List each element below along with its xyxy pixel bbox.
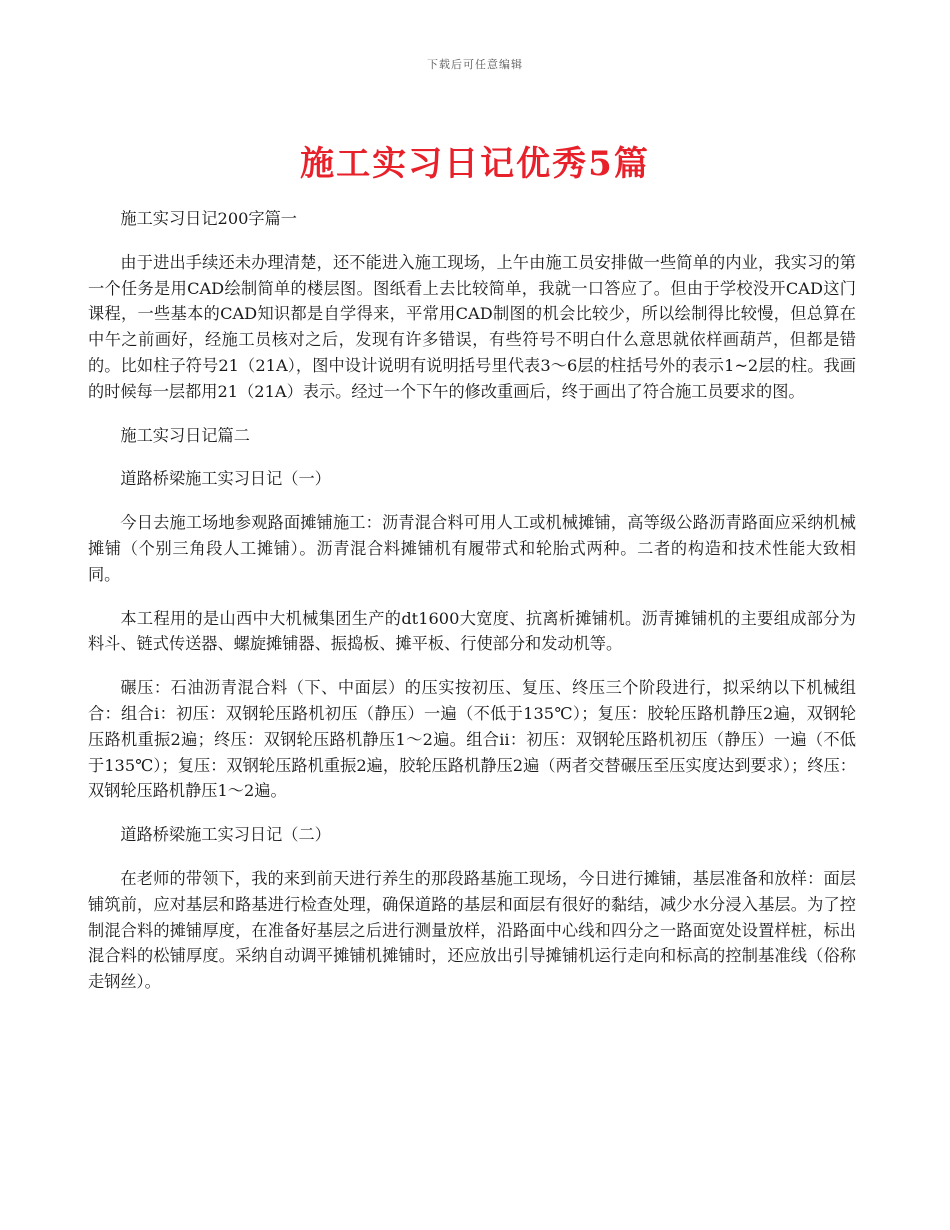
body-paragraph: 在老师的带领下，我的来到前天进行养生的那段路基施工现场，今日进行摊铺，基层准备和放样：面层铺筑前，应对基层和路基进行检查处理，确保道路的基层和面层有很好的黏结，减少水分浸入基层。为了控制混合料的摊铺厚度，在准备好基层之后进行测量放样，沿路面中心线和四分之一路面宽处设置样桩，标出混合料的松铺厚度。采纳自动调平摊铺机摊铺时，还应放出引导摊铺机运行走向和标高的控制基准线（俗称走钢丝）。 bbox=[88, 868, 856, 992]
body-paragraph: 碾压：石油沥青混合料（下、中面层）的压实按初压、复压、终压三个阶段进行，拟采纳以下机械组合：组合ⅰ：初压：双钢轮压路机初压（静压）一遍（不低于135℃）；复压：胶轮压路机静压2遍，双钢轮压路机重振2遍；终压：双钢轮压路机静压1～2遍。组合ⅱ：初压：双钢轮压路机初压（静压）一遍（不低于135℃）；复压：双钢轮压路机重振2遍，胶轮压路机静压2遍（两者交替碾压至压实度达到要求）；终压：双钢轮压路机静压1～2遍。 bbox=[88, 678, 856, 801]
document-body bbox=[88, 206, 856, 1013]
body-paragraph: 今日去施工场地参观路面摊铺施工：沥青混合料可用人工或机械摊铺，高等级公路沥青路面应采纳机械摊铺（个别三角段人工摊铺）。沥青混合料摊铺机有履带式和轮胎式两种。二者的构造和技术性能大致相同。 bbox=[88, 513, 856, 584]
header-note: 下载后可任意编辑 bbox=[427, 58, 523, 71]
section-heading: 施工实习日记篇二 bbox=[120, 425, 250, 445]
body-paragraph: 本工程用的是山西中大机械集团生产的dt1600大宽度、抗离析摊铺机。沥青摊铺机的主要组成部分为料斗、链式传送器、螺旋摊铺器、振捣板、摊平板、行使部分和发动机等。 bbox=[88, 608, 856, 654]
section-heading: 施工实习日记200字篇一 bbox=[120, 209, 297, 228]
section-subheading: 道路桥梁施工实习日记（一） bbox=[120, 469, 331, 489]
section-subheading: 道路桥梁施工实习日记（二） bbox=[120, 825, 331, 845]
body-paragraph: 由于进出手续还未办理清楚，还不能进入施工现场，上午由施工员安排做一些简单的内业，我实习的第一个任务是用CAD绘制简单的楼层图。图纸看上去比较简单，我就一口答应了。但由于学校没开CAD这门课程，一些基本的CAD知识都是自学得来，平常用CAD制图的机会比较少，所以绘制得比较慢，但总算在中午之前画好，经施工员核对之后，发现有许多错误，有些符号不明白什么意思就依样画葫芦，但都是错的。比如柱子符号21（21A），图中设计说明有说明括号里代表3～6层的柱括号外的表示1~2层的柱。我画的时候每一层都用21（21A）表示。经过一个下午的修改重画后，终于画出了符合施工员要求的图。 bbox=[88, 252, 856, 401]
document-title: 施工实习日记优秀5篇 bbox=[300, 144, 650, 184]
